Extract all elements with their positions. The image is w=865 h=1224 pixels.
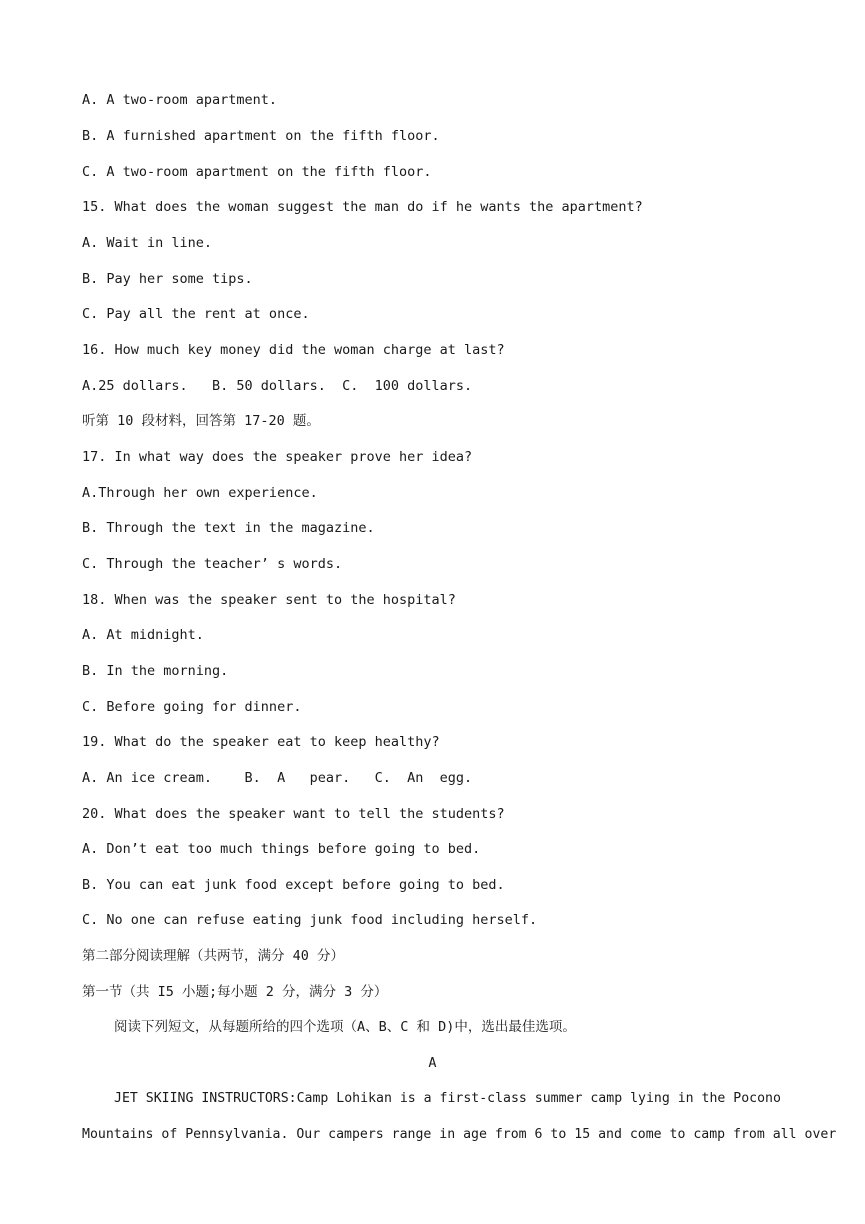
option-line: C. Through the teacher’ s words. [82, 556, 343, 572]
passage-text: Mountains of Pennsylvania. Our campers range in age from 6 to 15 and come to camp from all over [82, 1127, 837, 1142]
passage-label: A [428, 1055, 437, 1071]
option-line: B. In the morning. [82, 663, 229, 679]
reading-instruction: 阅读下列短文，从每题所给的四个选项（A、B、C 和 D)中，选出最佳选项。 [114, 1019, 576, 1035]
option-line: C. Pay all the rent at once. [82, 306, 310, 322]
question-line: 16. How much key money did the woman charge at last? [82, 342, 505, 358]
option-line: B. Pay her some tips. [82, 271, 253, 287]
instruction-line: 听第 10 段材料，回答第 17-20 题。 [82, 413, 320, 429]
option-line: A. Wait in line. [82, 235, 213, 251]
option-line: A.Through her own experience. [82, 485, 318, 501]
option-line: C. Before going for dinner. [82, 699, 302, 715]
option-line: B. Through the text in the magazine. [82, 520, 375, 536]
option-line: C. A two-room apartment on the fifth floor. [82, 164, 432, 180]
question-line: 20. What does the speaker want to tell the students? [82, 806, 505, 822]
subsection-heading: 第一节（共 I5 小题;每小题 2 分，满分 3 分） [82, 984, 388, 1000]
option-line: A.25 dollars. B. 50 dollars. C. 100 dollars. [82, 378, 473, 394]
option-line: B. You can eat junk food except before going to bed. [82, 877, 505, 893]
question-line: 17. In what way does the speaker prove her idea? [82, 449, 473, 465]
option-line: A. A two-room apartment. [82, 92, 278, 108]
option-line: A. An ice cream. B. A pear. C. An egg. [82, 770, 473, 786]
section-heading: 第二部分阅读理解（共两节，满分 40 分） [82, 948, 345, 964]
option-line: C. No one can refuse eating junk food including herself. [82, 912, 538, 928]
option-line: A. Don’t eat too much things before going to bed. [82, 841, 481, 857]
question-line: 19. What do the speaker eat to keep healthy? [82, 734, 440, 750]
option-line: A. At midnight. [82, 627, 204, 643]
passage-text: JET SKIING INSTRUCTORS:Camp Lohikan is a first-class summer camp lying in the Pocono [114, 1091, 781, 1106]
option-line: B. A furnished apartment on the fifth floor. [82, 128, 440, 144]
question-line: 15. What does the woman suggest the man do if he wants the apartment? [82, 199, 643, 215]
question-line: 18. When was the speaker sent to the hospital? [82, 592, 456, 608]
